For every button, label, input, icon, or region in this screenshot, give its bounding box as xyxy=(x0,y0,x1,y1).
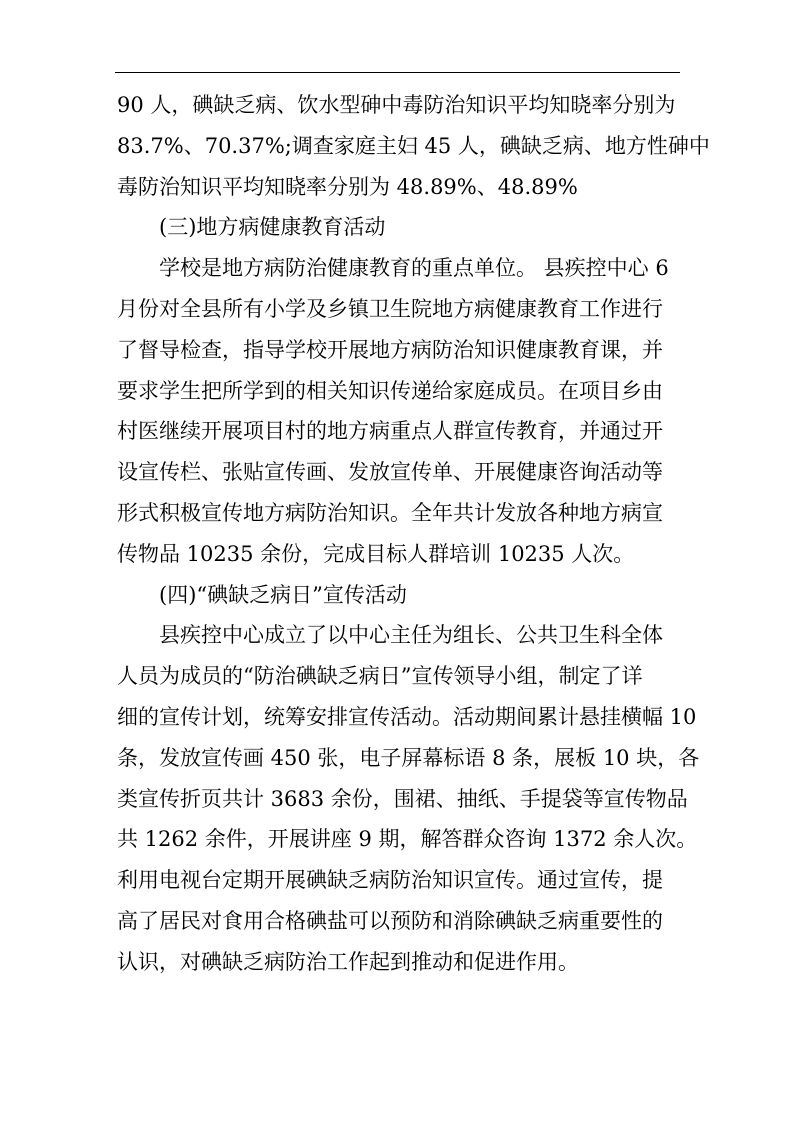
section-heading-3: (三)地方病健康教育活动 xyxy=(159,215,386,240)
body-line-11: 形式积极宣传地方病防治知识。全年共计发放各种地方病宣 xyxy=(117,500,663,525)
body-line-3: 毒防治知识平均知晓率分别为 48.89%、48.89% xyxy=(117,174,578,199)
paragraph-start-line: 县疾控中心成立了以中心主任为组长、公共卫生科全体 xyxy=(159,623,663,648)
body-line-1: 90 人，碘缺乏病、饮水型砷中毒防治知识平均知晓率分别为 xyxy=(117,93,676,117)
body-line-6: 月份对全县所有小学及乡镇卫生院地方病健康教育工作进行 xyxy=(117,296,663,321)
body-line-17: 条，发放宣传画 450 张，电子屏幕标语 8 条，展板 10 块，各 xyxy=(117,745,700,770)
body-line-12: 传物品 10235 余份，完成目标人群培训 10235 人次。 xyxy=(117,541,635,566)
body-line-18: 类宣传折页共计 3683 余份，围裙、抽纸、手提袋等宣传物品 xyxy=(117,786,688,811)
document-body xyxy=(117,85,710,983)
body-line-9: 村医继续开展项目村的地方病重点人群宣传教育，并通过开 xyxy=(117,419,663,444)
body-line-15: 人员为成员的“防治碘缺乏病日”宣传领导小组，制定了详 xyxy=(117,664,643,689)
body-line-20: 利用电视台定期开展碘缺乏病防治知识宣传。通过宣传，提 xyxy=(117,868,663,893)
body-line-8: 要求学生把所学到的相关知识传递给家庭成员。在项目乡由 xyxy=(117,378,663,403)
body-line-21: 高了居民对食用合格碘盐可以预防和消除碘缺乏病重要性的 xyxy=(117,908,663,933)
section-heading-4: (四)“碘缺乏病日”宣传活动 xyxy=(159,582,407,607)
body-line-16: 细的宣传计划，统筹安排宣传活动。活动期间累计悬挂横幅 10 xyxy=(117,704,697,729)
body-line-19: 共 1262 余件，开展讲座 9 期，解答群众咨询 1372 余人次。 xyxy=(117,827,698,852)
body-line-7: 了督导检查，指导学校开展地方病防治知识健康教育课，并 xyxy=(117,337,663,362)
header-rule xyxy=(115,72,680,73)
body-line-22: 认识，对碘缺乏病防治工作起到推动和促进作用。 xyxy=(117,949,579,974)
body-line-2: 83.7%、70.37%;调查家庭主妇 45 人，碘缺乏病、地方性砷中 xyxy=(117,133,710,158)
paragraph-start-line: 学校是地方病防治健康教育的重点单位。 县疾控中心 6 xyxy=(159,256,669,281)
body-line-10: 设宣传栏、张贴宣传画、发放宣传单、开展健康咨询活动等 xyxy=(117,460,663,485)
